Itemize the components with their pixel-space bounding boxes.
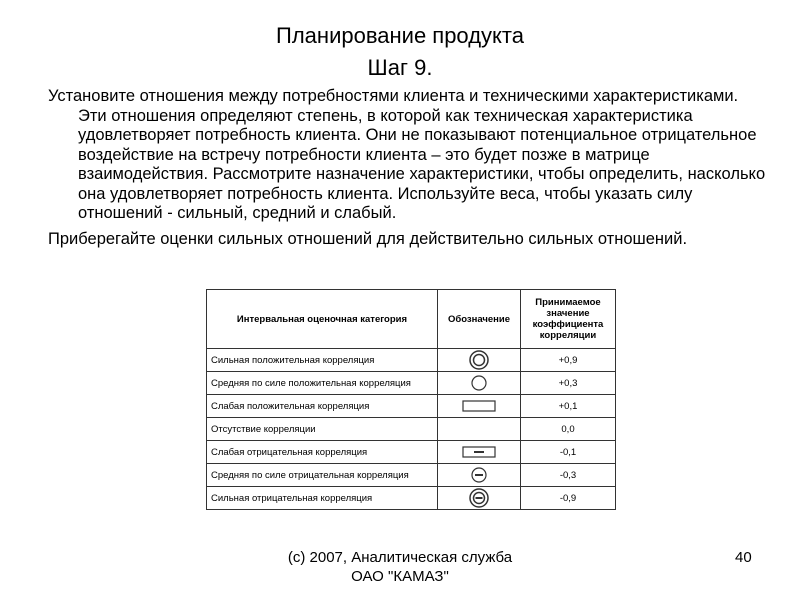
table-row: [207, 372, 616, 395]
footer-line-1: (c) 2007, Аналитическая служба: [287, 549, 513, 566]
row-category: Сильная положительная корреляция: [207, 349, 438, 372]
row-value: +0,1: [521, 395, 616, 418]
page-subtitle: Шаг 9.: [367, 55, 433, 80]
row-category: Средняя по силе отрицательная корреляция: [207, 464, 438, 487]
row-category: Сильная отрицательная корреляция: [207, 487, 438, 510]
table-row: [207, 418, 616, 441]
circle-minus-icon: [470, 466, 488, 484]
row-category: Отсутствие корреляции: [207, 418, 438, 441]
table-row: [207, 349, 616, 372]
empty-symbol-cell: [438, 418, 521, 441]
row-category: Средняя по силе положительная корреляция: [207, 372, 438, 395]
rectangle-icon: [462, 399, 496, 413]
table-row: [207, 487, 616, 510]
row-value: +0,3: [521, 372, 616, 395]
row-category: Слабая положительная корреляция: [207, 395, 438, 418]
correlation-table: [206, 289, 616, 510]
row-value: -0,3: [521, 464, 616, 487]
header-symbol: Обозначение: [438, 290, 521, 349]
double-circle-minus-icon: [468, 487, 490, 509]
row-category: Слабая отрицательная корреляция: [207, 441, 438, 464]
row-value: -0,9: [521, 487, 616, 510]
double-circle-icon: [468, 349, 490, 371]
rectangle-minus-icon: [462, 445, 496, 459]
row-value: +0,9: [521, 349, 616, 372]
table-header-row: [207, 290, 616, 349]
footer-copyright: [250, 548, 550, 586]
page-number: 40: [735, 549, 752, 566]
body-text: [48, 87, 768, 255]
paragraph-2: Приберегайте оценки сильных отношений для действительно сильных отношений.: [48, 229, 688, 248]
header-value: Принимаемое значение коэффициента корреляции: [521, 290, 616, 349]
table-row: [207, 395, 616, 418]
header-category: Интервальная оценочная категория: [207, 290, 438, 349]
paragraph-1: Установите отношения между потребностями клиента и техническими характеристиками. Эти отношения определяют степень, в которой как техническая характеристика удовлетворяет потребность клиента. Они не показывают потенциальное отрицательное воздействие на встречу потребности клиента – это будет позже в матрице взаимодействия. Рассмотрите назначение характеристики, чтобы определить, насколько она удовлетворяет потребность клиента. Используйте веса, чтобы указать силу отношений - сильный, средний и слабый.: [48, 87, 766, 222]
footer-line-2: ОАО "КАМАЗ": [351, 568, 449, 585]
table-row: [207, 441, 616, 464]
page-title: Планирование продукта: [276, 23, 524, 48]
row-value: 0,0: [521, 418, 616, 441]
row-value: -0,1: [521, 441, 616, 464]
table-row: [207, 464, 616, 487]
circle-icon: [470, 374, 488, 392]
